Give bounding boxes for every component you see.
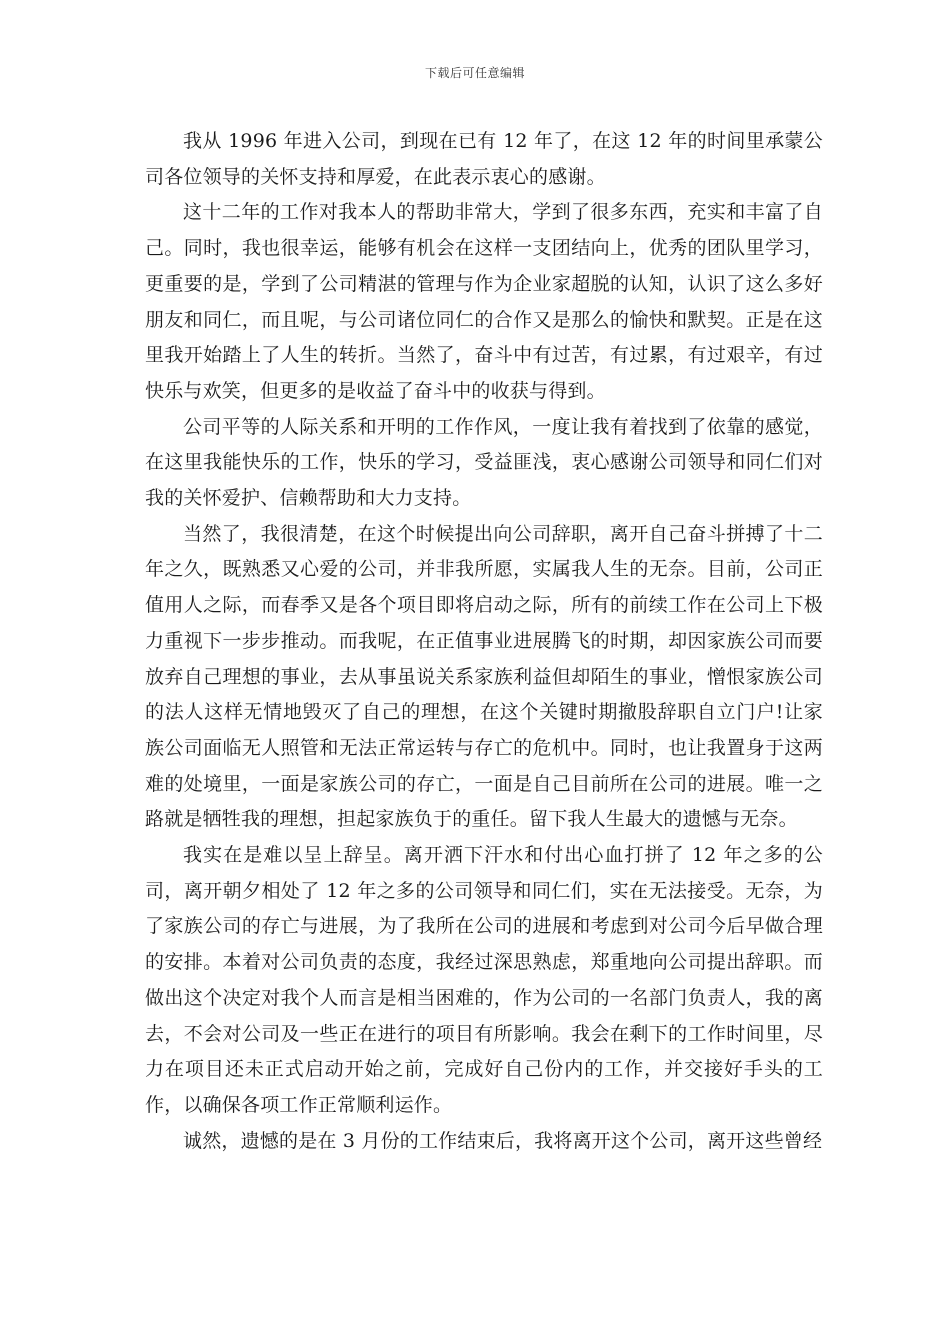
paragraph-6: 诚然，遗憾的是在 3 月份的工作结束后，我将离开这个公司，离开这些曾经 (183, 1129, 823, 1152)
paragraph-2: 这十二年的工作对我本人的帮助非常大，学到了很多东西，充实和丰富了自己。同时，我也很幸运，能够有机会在这样一支团结向上，优秀的团队里学习，更重要的是，学到了公司精湛的管理与作为企业家超脱的认知，认识了这么多好朋友和同仁，而且呢，与公司诸位同仁的合作又是那么的愉快和默契。正是在这里我开始踏上了人生的转折。当然了，奋斗中有过苦，有过累，有过艰辛，有过快乐与欢笑，但更多的是收益了奋斗中的收获与得到。 (145, 201, 823, 402)
page-header: 下载后可任意编辑 (424, 66, 525, 80)
document-body (145, 124, 823, 1159)
paragraph-4: 当然了，我很清楚，在这个时候提出向公司辞职，离开自己奋斗拼搏了十二年之久，既熟悉又心爱的公司，并非我所愿，实属我人生的无奈。目前，公司正值用人之际，而春季又是各个项目即将启动之际，所有的前续工作在公司上下极力重视下一步步推动。而我呢，在正值事业进展腾飞的时期，却因家族公司而要放弃自己理想的事业，去从事虽说关系家族利益但却陌生的事业，憎恨家族公司的法人这样无情地毁灭了自己的理想，在这个关键时期撤股辞职自立门户!让家族公司面临无人照管和无法正常运转与存亡的危机中。同时，也让我置身于这两难的处境里，一面是家族公司的存亡，一面是自己目前所在公司的进展。唯一之路就是牺牲我的理想，担起家族负于的重任。留下我人生最大的遗憾与无奈。 (145, 522, 823, 831)
paragraph-3: 公司平等的人际关系和开明的工作作风，一度让我有着找到了依靠的感觉，在这里我能快乐的工作，快乐的学习，受益匪浅，衷心感谢公司领导和同仁们对我的关怀爱护、信赖帮助和大力支持。 (145, 415, 823, 510)
paragraph-1: 我从 1996 年进入公司，到现在已有 12 年了，在这 12 年的时间里承蒙公司各位领导的关怀支持和厚爱，在此表示衷心的感谢。 (145, 130, 823, 188)
paragraph-5: 我实在是难以呈上辞呈。离开洒下汗水和付出心血打拼了 12 年之多的公司，离开朝夕相处了 12 年之多的公司领导和同仁们，实在无法接受。无奈，为了家族公司的存亡与进展，为了我所在公司的进展和考虑到对公司今后早做合理的安排。本着对公司负责的态度，我经过深思熟虑，郑重地向公司提出辞职。而做出这个决定对我个人而言是相当困难的，作为公司的一名部门负责人，我的离去，不会对公司及一些正在进行的项目有所影响。我会在剩下的工作时间里，尽力在项目还未正式启动开始之前，完成好自己份内的工作，并交接好手头的工作，以确保各项工作正常顺利运作。 (145, 844, 823, 1116)
